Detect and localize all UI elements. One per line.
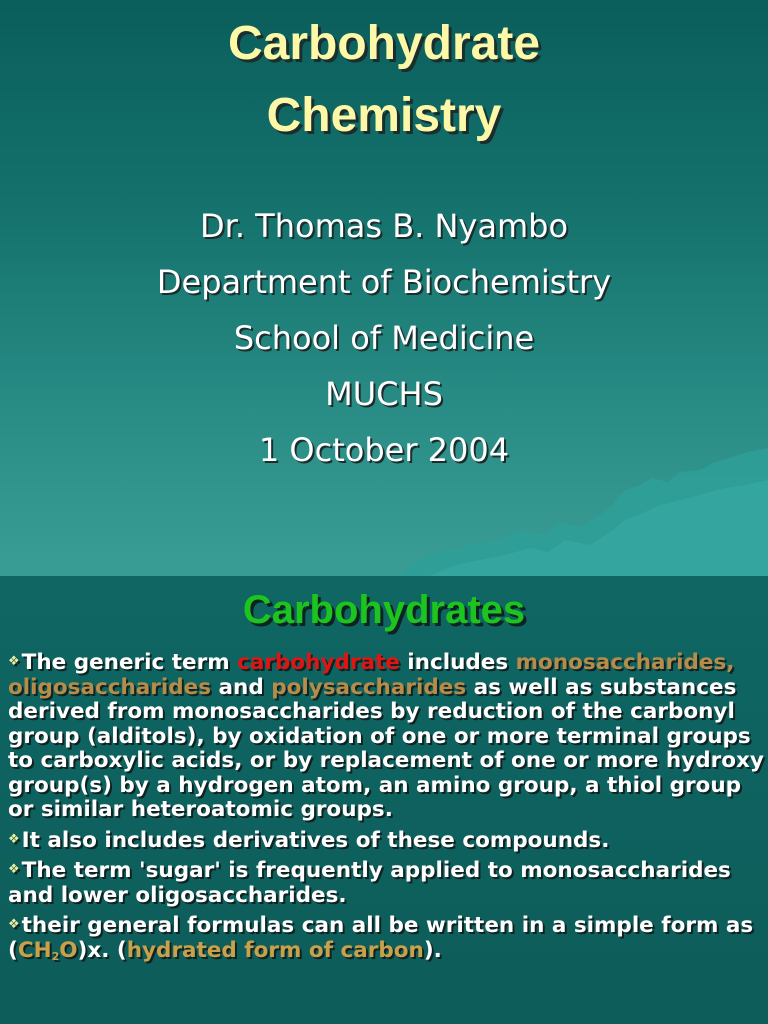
author-name: Dr. Thomas B. Nyambo: [199, 207, 569, 245]
bullet-item-derivatives: [8, 828, 764, 854]
bullet-text: their general formulas can all be written in a simple form as (: [8, 913, 754, 963]
school: School of Medicine: [233, 319, 535, 357]
formula-part: CH: [17, 937, 52, 963]
bullet-text: )x. (: [77, 937, 127, 963]
highlight-term: polysaccharides: [271, 674, 467, 700]
diamond-bullet-icon: ❖: [8, 654, 20, 669]
diamond-bullet-icon: ❖: [8, 917, 20, 932]
bullet-text: ).: [423, 937, 442, 963]
bullet-text: The generic term: [21, 650, 238, 675]
formula-subscript: 2: [51, 949, 60, 963]
bullet-list: [8, 650, 764, 974]
department: Department of Biochemistry: [156, 263, 612, 301]
bullet-text: as well as substances derived from monosaccharides by reduction of the carbonyl group (alditols), by oxidation of one or more terminal groups to carboxylic acids, or by replacement of one or more hydroxy group(s) by a hydrogen atom, an amino group, a thiol group or similar heteroatomic groups.: [8, 674, 764, 822]
diamond-bullet-icon: ❖: [8, 862, 20, 877]
formula-part: O: [59, 937, 78, 963]
bullet-text: The term 'sugar' is frequently applied to monosaccharides and lower oligosaccharides.: [8, 858, 731, 908]
bullet-text: It also includes derivatives of these compounds.: [21, 827, 610, 853]
bullet-item-definition: [8, 650, 764, 823]
content-slide: [0, 576, 768, 1024]
highlight-term: monosaccharides, oligosaccharides: [8, 650, 735, 700]
chemical-formula: [18, 938, 78, 963]
highlight-term: hydrated form of carbon: [126, 937, 424, 963]
bullet-item-sugar: [8, 858, 764, 908]
title-line-1: Carbohydrate: [227, 17, 541, 70]
bullet-item-formula: [8, 913, 764, 969]
highlight-term: carbohydrate: [237, 650, 400, 675]
bullet-text: includes: [399, 650, 516, 675]
slide-heading: Carbohydrates: [242, 588, 526, 632]
date: 1 October 2004: [258, 431, 510, 469]
diamond-bullet-icon: ❖: [8, 831, 20, 847]
bullet-text: and: [211, 674, 272, 700]
institution: MUCHS: [325, 375, 443, 413]
title-line-2: Chemistry: [266, 89, 502, 142]
